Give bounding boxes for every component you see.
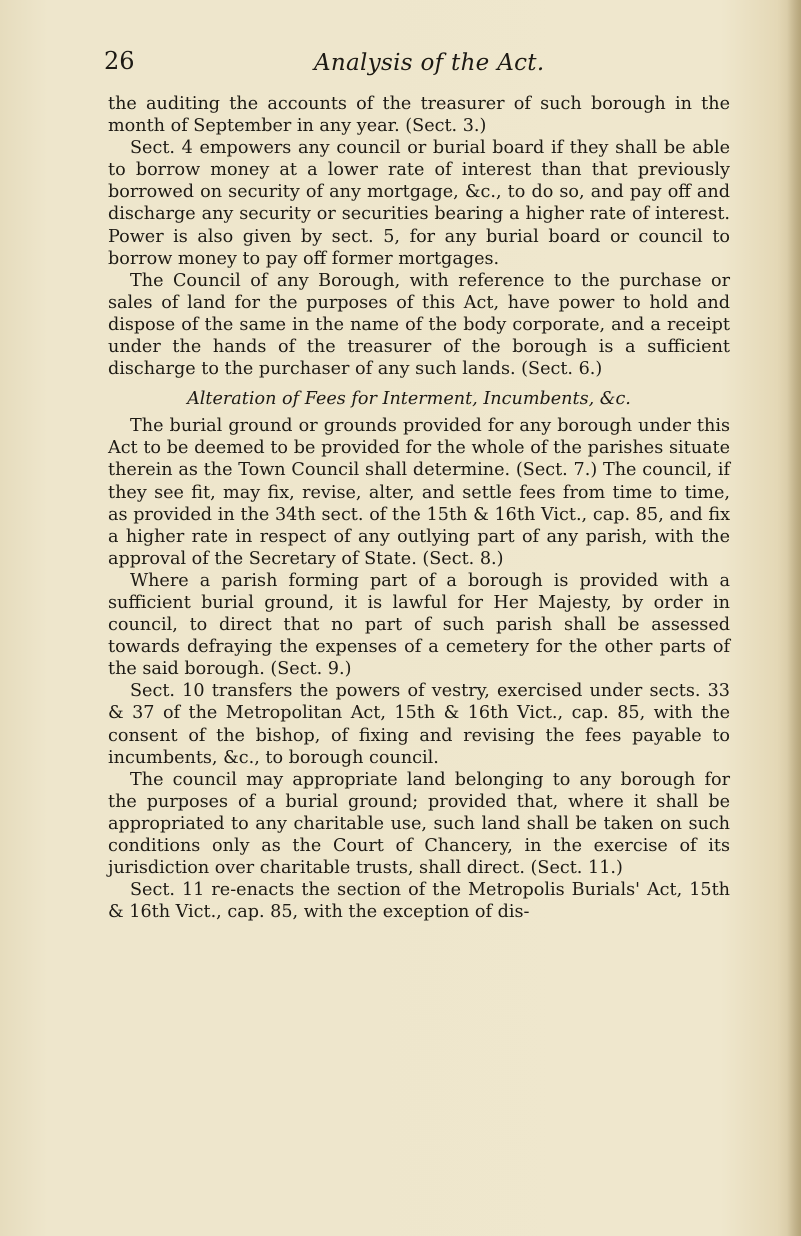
- paragraph-parish-exemption: Where a parish forming part of a borough is provided with a sufficient burial ground, it is lawful for Her Majesty, by order in council, to direct that no part of such parish shall be assessed towards defraying the expenses of a cemetery for the other parts of the said borough. (Sect. 9.): [108, 570, 730, 680]
- page-number: 26: [104, 47, 135, 75]
- section-heading: Alteration of Fees for Interment, Incumbents, &c.: [187, 389, 631, 410]
- paragraph-burial-ground: The burial ground or grounds provided for any borough under this Act to be deemed to be provided for the whole of the parishes situate therein as the Town Council shall determine. (Sect. 7.) The council, if they see fit, may fix, revise, alter, and settle fees from time to time, as provided in the 34th sect. of the 15th & 16th Vict., cap. 85, and fix a higher rate in respect of any outlying part of any parish, with the approval of the Secretary of State. (Sect. 8.): [108, 416, 730, 569]
- page-edge-shadow: [787, 0, 801, 1236]
- paragraph-sect-4: Sect. 4 empowers any council or burial board if they shall be able to borrow money at a lower rate of interest than that previously borrowed on security of any mortgage, &c., to do so, and pay off and discharge any security or securities bearing a higher rate of interest. Power is also given by sect. 5, for any burial board or council to borrow money to pay off former mortgages.: [108, 138, 730, 269]
- paragraph-appropriate-land: The council may appropriate land belonging to any borough for the purposes of a burial ground; provided that, where it shall be appropriated to any charitable use, such land shall be taken on such conditions only as the Court of Chancery, in the exercise of its jurisdiction over charitable trusts, shall direct. (Sect. 11.): [108, 769, 730, 879]
- paragraph-council-land: The Council of any Borough, with reference to the purchase or sales of land for the purposes of this Act, have power to hold and dispose of the same in the name of the body corporate, and a receipt under the hands of the treasurer of the borough is a sufficient discharge to the purchaser of any such lands. (Sect. 6.): [108, 270, 730, 380]
- running-head: Analysis of the Act.: [314, 50, 545, 76]
- paragraph-continued: the auditing the accounts of the treasurer of such borough in the month of September in any year. (Sect. 3.): [108, 94, 730, 137]
- page-header: [0, 46, 801, 86]
- paragraph-sect-10: Sect. 10 transfers the powers of vestry, exercised under sects. 33 & 37 of the Metropolitan Act, 15th & 16th Vict., cap. 85, with the consent of the bishop, of fixing and revising the fees payable to incumbents, &c., to borough council.: [108, 681, 730, 768]
- paragraph-sect-11: Sect. 11 re-enacts the section of the Metropolis Burials' Act, 15th & 16th Vict., cap. 85, with the exception of dis-: [108, 880, 730, 923]
- body-text: [108, 93, 730, 923]
